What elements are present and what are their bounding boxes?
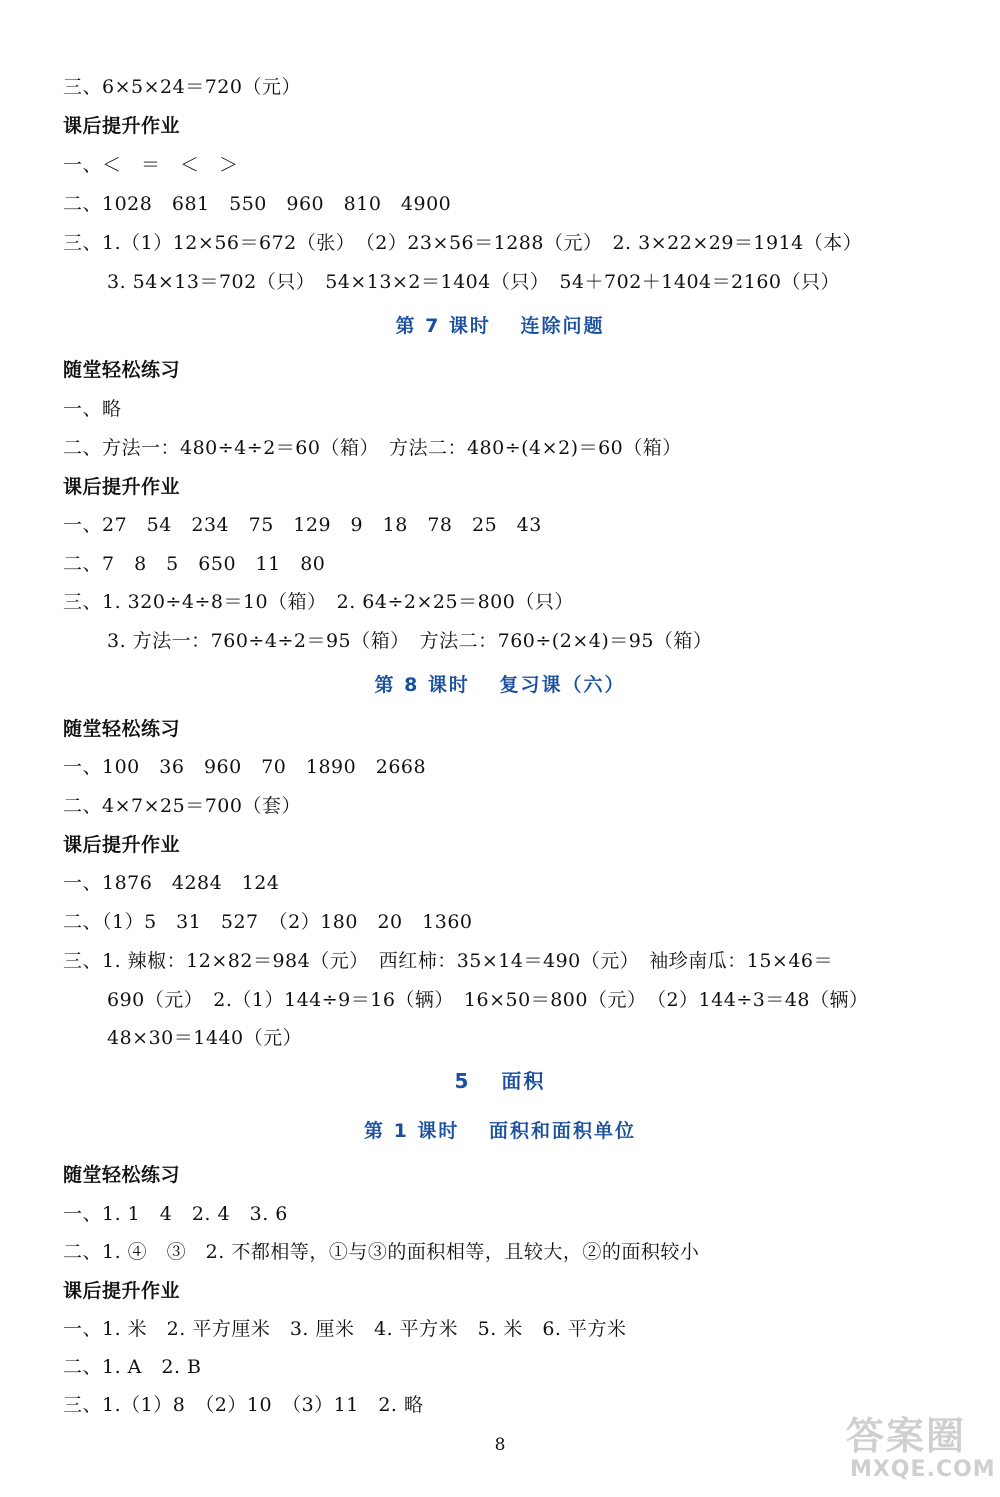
lesson-heading: 第 1 课时 面积和面积单位 bbox=[363, 1120, 637, 1142]
section-label: 课后提升作业 bbox=[63, 115, 181, 137]
answer-line: 三、6×5×24＝720（元） bbox=[63, 76, 301, 98]
section-label: 随堂轻松练习 bbox=[63, 1164, 181, 1186]
answer-line: 二、方法一：480÷4÷2＝60（箱） 方法二：480÷(4×2)＝60（箱） bbox=[63, 437, 682, 459]
section-label: 随堂轻松练习 bbox=[63, 359, 181, 381]
answer-line: 二、7 8 5 650 11 80 bbox=[63, 553, 326, 575]
watermark-bottom-text: MXQE.COM bbox=[850, 1457, 996, 1482]
answer-line: 一、1876 4284 124 bbox=[63, 872, 280, 894]
answer-line: 二、4×7×25＝700（套） bbox=[63, 795, 301, 817]
answer-line: 一、1. 1 4 2. 4 3. 6 bbox=[63, 1203, 288, 1225]
page-number: 8 bbox=[494, 1435, 506, 1455]
watermark-top-text: 答案圈 bbox=[846, 1414, 967, 1458]
answer-line: 3. 方法一：760÷4÷2＝95（箱） 方法二：760÷(2×4)＝95（箱） bbox=[107, 630, 713, 652]
lesson-heading: 第 7 课时 连除问题 bbox=[395, 315, 605, 337]
section-label: 课后提升作业 bbox=[63, 834, 181, 856]
watermark-logo bbox=[842, 1405, 996, 1489]
answer-line: 三、1.（1）8 （2）10 （3）11 2. 略 bbox=[63, 1394, 424, 1416]
answer-line: 一、略 bbox=[63, 398, 122, 420]
lesson-heading: 第 8 课时 复习课（六） bbox=[374, 674, 626, 696]
answer-line: 二、1. A 2. B bbox=[63, 1356, 202, 1378]
unit-heading: 5 面积 bbox=[454, 1069, 546, 1093]
answer-line: 3. 54×13＝702（只） 54×13×2＝1404（只） 54＋702＋1404＝2160（只） bbox=[107, 271, 840, 293]
answer-line: 二、（1）5 31 527 （2）180 20 1360 bbox=[63, 911, 473, 933]
section-label: 课后提升作业 bbox=[63, 476, 181, 498]
answer-line: 一、1. 米 2. 平方厘米 3. 厘米 4. 平方米 5. 米 6. 平方米 bbox=[63, 1318, 627, 1340]
answer-line: 三、1. 320÷4÷8＝10（箱） 2. 64÷2×25＝800（只） bbox=[63, 591, 574, 613]
answer-line: 一、100 36 960 70 1890 2668 bbox=[63, 756, 427, 778]
section-label: 课后提升作业 bbox=[63, 1280, 181, 1302]
answer-line: 48×30＝1440（元） bbox=[107, 1027, 303, 1049]
answer-line: 一、27 54 234 75 129 9 18 78 25 43 bbox=[63, 514, 542, 536]
answer-line: 二、1. ④ ③ 2. 不都相等，①与③的面积相等，且较大，②的面积较小 bbox=[63, 1241, 700, 1263]
answer-line: 二、1028 681 550 960 810 4900 bbox=[63, 193, 452, 215]
answer-line: 三、1.（1）12×56＝672（张） （2）23×56＝1288（元） 2. 3×22×29＝1914（本） bbox=[63, 232, 863, 254]
answer-line: 一、＜ ＝ ＜ ＞ bbox=[63, 154, 239, 176]
answer-line: 690（元） 2.（1）144÷9＝16（辆） 16×50＝800（元） （2）144÷3＝48（辆） bbox=[107, 989, 869, 1011]
answer-line: 三、1. 辣椒：12×82＝984（元） 西红柿：35×14＝490（元） 袖珍南瓜：15×46＝ bbox=[63, 950, 834, 972]
section-label: 随堂轻松练习 bbox=[63, 718, 181, 740]
